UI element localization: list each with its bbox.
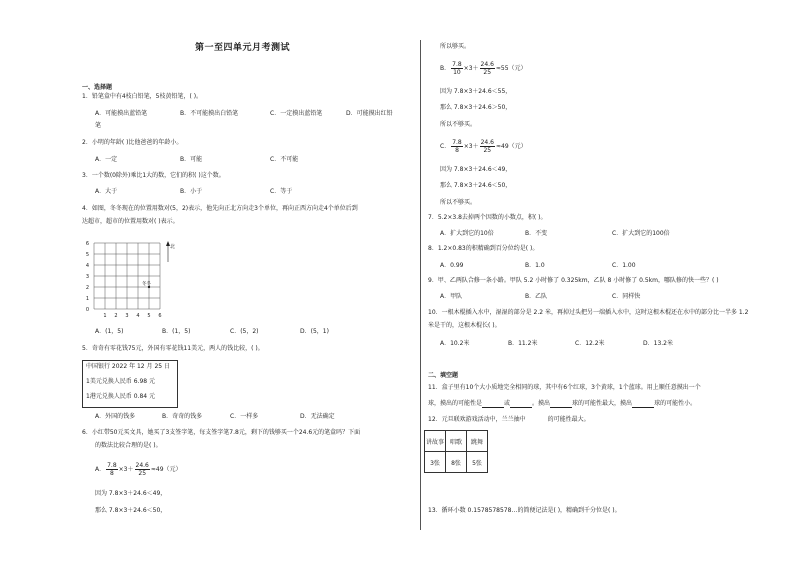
- xtick: 6: [158, 313, 162, 319]
- question-11-line2: [428, 400, 696, 408]
- ytick: 2: [85, 285, 89, 291]
- result: ≈55（元）: [495, 65, 527, 72]
- numerator: 24.6: [480, 139, 494, 146]
- r-line-4: 因为 7.8×3＋24.6＜49，: [440, 166, 512, 173]
- q4-option-d[interactable]: D．(5，1): [300, 328, 329, 335]
- question-13: 13．循环小数 0.1578578578…的简便记法是( )，精确到千分位是( )。: [428, 507, 621, 514]
- q10-option-d[interactable]: D．13.2米: [643, 340, 673, 347]
- column-divider: [420, 40, 421, 530]
- numerator: 24.6: [480, 61, 494, 68]
- answer-blank[interactable]: [510, 401, 532, 408]
- ytick: 3: [85, 274, 89, 280]
- q7-option-c[interactable]: C．扩大到它的100倍: [612, 230, 670, 237]
- page-title: 第一至四单元月考测试: [195, 43, 291, 53]
- q1-option-a[interactable]: A．可能摸出蓝铅笔: [95, 110, 148, 117]
- numerator: 7.8: [452, 61, 462, 68]
- q8-option-b[interactable]: B．1.0: [525, 262, 545, 269]
- question-7: 7．5.2×3.8去掉两个因数的小数点，积( )。: [428, 214, 547, 221]
- denominator: 25: [138, 470, 147, 477]
- xtick: 3: [125, 313, 129, 319]
- denominator: 25: [483, 147, 492, 154]
- q9-option-b[interactable]: B．乙队: [525, 293, 548, 300]
- table-cell: 8张: [446, 452, 467, 473]
- question-5: 5．奇奇有零花钱75元，外国有零花钱11美元，两人的钱比较，( )。: [82, 345, 264, 352]
- question-1: 1．铅笔盒中有4枝白铅笔，5枝黄铅笔，( )。: [82, 93, 203, 100]
- question-2: 2．小明的年龄( )比他爸爸的年龄小。: [82, 139, 183, 146]
- q2-option-a[interactable]: A．一定: [95, 156, 118, 163]
- question-10-line2: 米是干的，这根木棍长( )。: [428, 322, 501, 329]
- q9-option-c[interactable]: C．同样快: [612, 293, 641, 300]
- notice-line-2: 1美元兑换人民币 6.98 元: [86, 378, 155, 385]
- q2-option-b[interactable]: B．可能: [180, 156, 203, 163]
- r-line-1: 因为 7.8×3＋24.6＜55，: [440, 88, 512, 95]
- xtick: 1: [103, 313, 107, 319]
- question-8: 8．1.2×0.83的积精确到百分位约是( )。: [428, 245, 539, 252]
- xtick: 4: [136, 313, 140, 319]
- q6-option-a[interactable]: [95, 462, 182, 477]
- table-cell: 唱歌: [446, 431, 467, 452]
- q8-option-c[interactable]: C．1.00: [612, 262, 636, 269]
- result: ≈49（元）: [495, 143, 527, 150]
- dongdong-label: 冬冬: [142, 282, 151, 287]
- denominator: 10: [453, 69, 461, 76]
- question-11: 11．盒子里有10个大小质地完全相同的球，其中有6个红球，3个黄球，1个蓝球。用上顺任意摸出一个: [428, 384, 701, 391]
- ytick: 4: [85, 263, 89, 269]
- option-label: B．: [440, 65, 451, 72]
- notice-line-1: 中国银行 2022 年 12 月 25 日: [86, 363, 170, 370]
- coordinate-grid: [84, 238, 174, 320]
- q5-option-b[interactable]: B．奇奇的钱多: [162, 413, 203, 420]
- question-4-line2: 达超市，超市的位置用数对( )表示。: [82, 218, 179, 225]
- notice-line-3: 1港元兑换人民币 0.84 元: [86, 393, 155, 400]
- numerator: 7.8: [107, 462, 117, 469]
- q12-suffix: 的可能性最大。: [547, 416, 590, 423]
- q11-or: 或: [504, 400, 511, 407]
- q3-option-b[interactable]: B．小于: [180, 188, 203, 195]
- table-cell: 跳舞: [467, 431, 488, 452]
- operator: ×3＋: [463, 143, 479, 150]
- q3-option-c[interactable]: C．等于: [270, 188, 293, 195]
- q10-option-c[interactable]: C．12.2米: [575, 340, 605, 347]
- answer-blank[interactable]: [482, 401, 504, 408]
- denominator: 8: [455, 147, 459, 154]
- r-line-0: 所以够买。: [440, 43, 471, 50]
- table-cell: 讲故事: [425, 431, 446, 452]
- operator: ×3＋: [463, 65, 479, 72]
- option-label: A．: [95, 466, 106, 473]
- question-10: 10．一根木棍插入水中，湿湿的部分是 2.2 米，再掉过头把另一端插入水中，这时这根木棍还在水中的部分比一半多 1.2: [428, 309, 749, 316]
- question-4: 4．如图，冬冬现在的位置用数对(5，2)表示，他先向正北方向走3个单位，再向正西方向走4个单位后到: [82, 205, 358, 212]
- q11-mid: 球的可能性最大，摸出: [572, 400, 633, 407]
- r-line-5: 那么 7.8×3＋24.6＜50，: [440, 182, 512, 189]
- numerator: 7.8: [452, 139, 462, 146]
- q1-option-d-wrap: 笔: [95, 122, 102, 129]
- xtick: 2: [114, 313, 118, 319]
- q4-option-b[interactable]: B．(1，5): [162, 328, 191, 335]
- q5-option-a[interactable]: A．外国的钱多: [95, 413, 136, 420]
- table-cell: 5张: [467, 452, 488, 473]
- q6-option-b[interactable]: [440, 61, 527, 76]
- ytick: 5: [85, 252, 89, 258]
- table-row: [425, 452, 488, 473]
- operator: ×3＋: [118, 466, 134, 473]
- r-line-2: 那么 7.8×3＋24.6＞50，: [440, 104, 512, 111]
- denominator: 8: [109, 470, 114, 477]
- denominator: 25: [483, 69, 492, 76]
- q3-option-a[interactable]: A．大于: [95, 188, 118, 195]
- q10-option-a[interactable]: A．10.2米: [440, 340, 470, 347]
- r-line-3: 所以不够买。: [440, 121, 477, 128]
- question-6-line2: 的数法比较合理的是( )。: [95, 442, 162, 449]
- q10-option-b[interactable]: B．11.2米: [508, 340, 538, 347]
- section-heading-2: 二、填空题: [428, 372, 459, 379]
- q4-option-c[interactable]: C．(5，2): [230, 328, 259, 335]
- ytick: 0: [85, 307, 89, 313]
- question-6: 6．小红带50元买文具，她买了3支签字笔，每支签字笔7.8元，剩下的钱够买一个24.6元的笔盒吗？下面: [82, 429, 361, 436]
- table-cell: 3张: [425, 452, 446, 473]
- lottery-table: [424, 430, 488, 473]
- q8-option-a[interactable]: A．0.99: [440, 262, 464, 269]
- q12-prefix: 12．元旦联欢游戏活动中，兰兰抽中: [428, 416, 526, 423]
- q6-a-line-2: 那么 7.8×3＋24.6＜50，: [95, 507, 167, 514]
- q7-option-b[interactable]: B．不变: [525, 230, 548, 237]
- q6-option-c[interactable]: [440, 139, 527, 154]
- q1-option-d[interactable]: D．可能摸出红铅: [346, 110, 393, 117]
- xtick: 5: [147, 313, 151, 319]
- question-3: 3．一个数(0除外)乘比1大的数，它们的积( )这个数。: [82, 172, 225, 179]
- question-12: [428, 416, 590, 424]
- q1-option-b[interactable]: B．不可能摸出白铅笔: [180, 110, 239, 117]
- q11-prefix: 球，摸出的可能性是: [428, 400, 483, 407]
- option-label: C．: [440, 143, 451, 150]
- q11-suffix: 球的可能性小。: [654, 400, 697, 407]
- answer-blank[interactable]: [632, 401, 654, 408]
- ytick: 1: [85, 296, 89, 302]
- q2-option-c[interactable]: C．不可能: [270, 156, 299, 163]
- q7-option-a[interactable]: A．扩大到它的10倍: [440, 230, 494, 237]
- q6-a-line-1: 因为 7.8×3＋24.6＜49，: [95, 490, 167, 497]
- r-line-6: 所以不够买。: [440, 199, 477, 206]
- numerator: 24.6: [135, 462, 149, 469]
- q11-mid: 。摸出: [532, 400, 551, 407]
- q5-option-c[interactable]: C．一样多: [230, 413, 259, 420]
- ytick: 6: [85, 241, 89, 247]
- q5-option-d[interactable]: D．无法确定: [300, 413, 335, 420]
- result: ≈49（元）: [150, 466, 182, 473]
- north-label: 北: [170, 244, 176, 250]
- section-heading: 一、选择题: [82, 84, 113, 91]
- q9-option-a[interactable]: A．甲队: [440, 293, 463, 300]
- q1-option-c[interactable]: C．一定摸出蓝铅笔: [270, 110, 323, 117]
- table-row: [425, 431, 488, 452]
- answer-blank[interactable]: [550, 401, 572, 408]
- question-9: 9．甲、乙两队合修一条小路。甲队 5.2 小时修了 0.325km，乙队 8 小时修了 0.5km，哪队修的快一些？( ): [428, 277, 719, 284]
- q4-option-a[interactable]: A．(1，5): [95, 328, 124, 335]
